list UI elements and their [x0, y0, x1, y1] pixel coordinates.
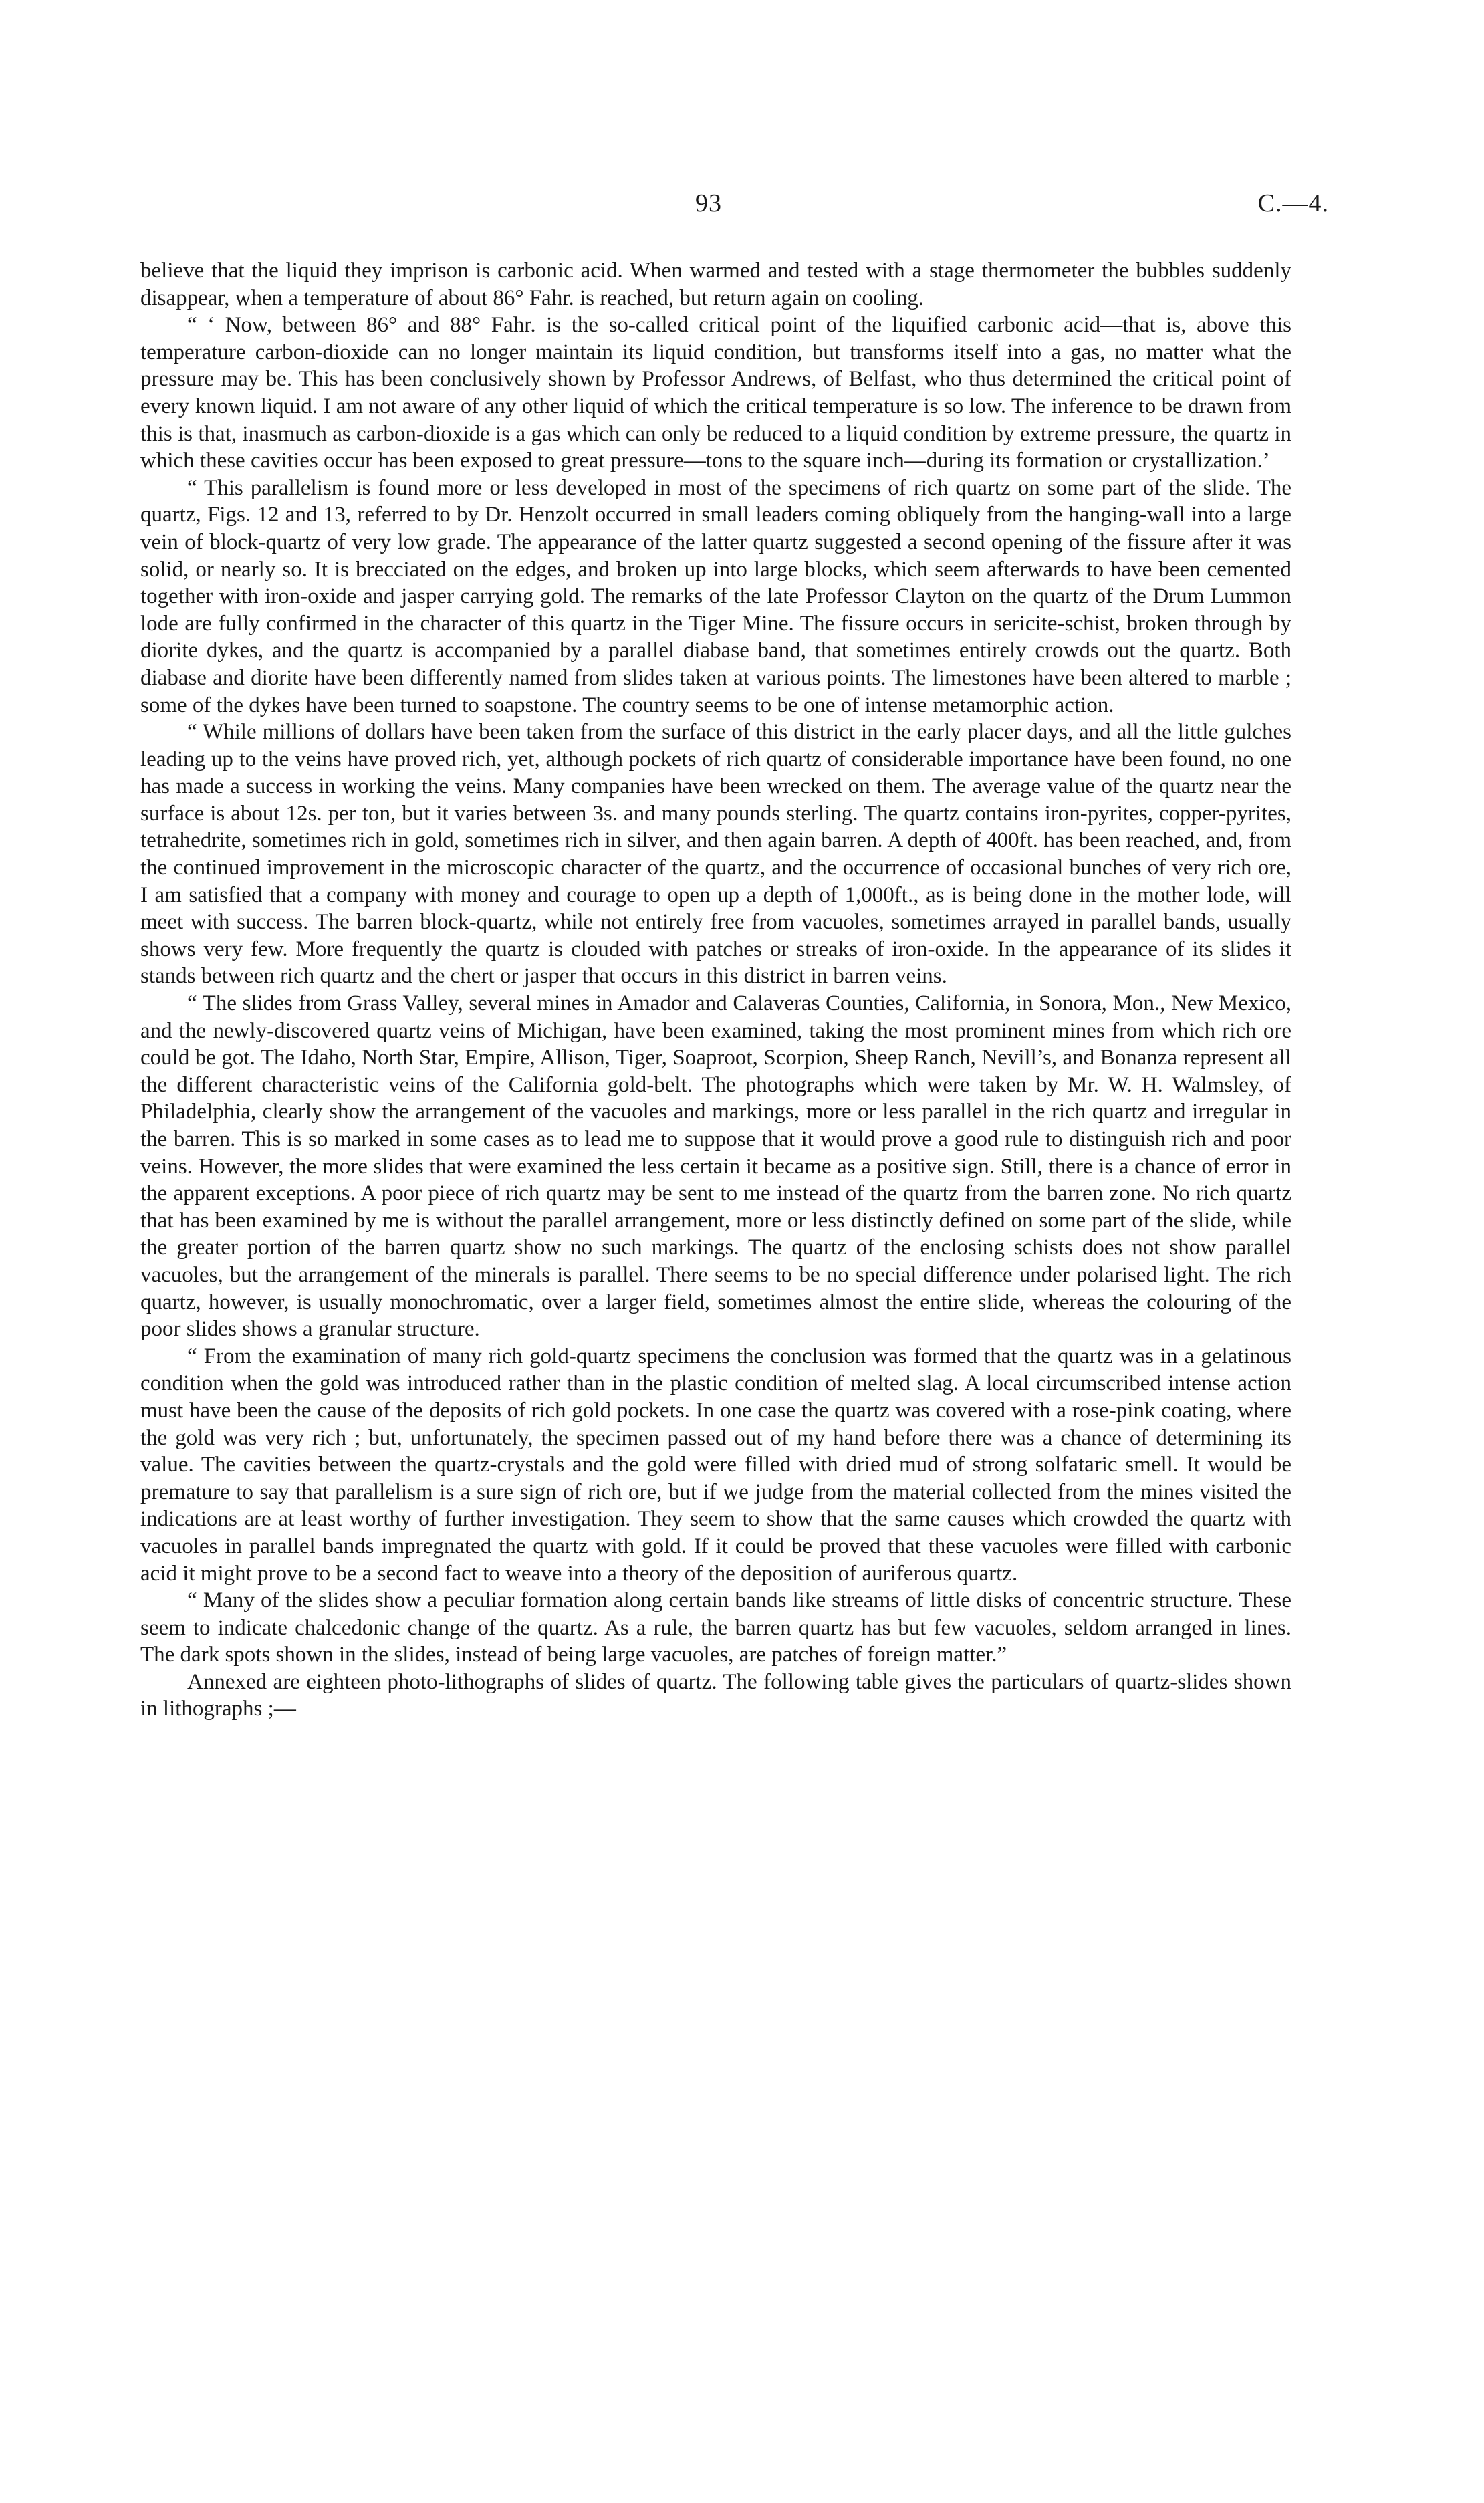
page-number: 93	[695, 189, 722, 217]
paragraph-lithographs-intro: Annexed are eighteen photo-lithographs of slides of quartz. The following table gives the particulars of quartz-slides shown in lithographs ;—	[140, 1669, 1291, 1721]
document-reference: C.—4.	[1257, 189, 1329, 217]
paragraph-grass-valley-slides: “ The slides from Grass Valley, several mines in Amador and Calaveras Counties, California, in Sonora, Mon., New Mexico, and the newly-discovered quartz veins of Michigan, have been examined, taking the most prominent mines from which rich ore could be got. The Idaho, North Star, Empire, Allison, Tiger, Soaproot, Scorpion, Sheep Ranch, Nevill’s, and Bonanza represent all the different characteristic veins of the California gold-belt. The photographs which were taken by Mr. W. H. Walmsley, of Philadelphia, clearly show the arrangement of the vacuoles and markings, more or less parallel in the rich quartz and irregular in the barren. This is so marked in some cases as to lead me to suppose that it would prove a good rule to distinguish rich and poor veins. However, the more slides that were examined the less certain it became as a positive sign. Still, there is a chance of error in the apparent exceptions. A poor piece of rich quartz may be sent to me instead of the quartz from the barren zone. No rich quartz that has been examined by me is without the parallel arrangement, more or less distinctly defined on some part of the slide, while the greater portion of the barren quartz show no such markings. The quartz of the enclosing schists does not show parallel vacuoles, but the arrangement of the minerals is parallel. There seems to be no special difference under polarised light. The rich quartz, however, is usually monochromatic, over a larger field, sometimes almost the entire slide, whereas the colouring of the poor slides shows a granular structure.	[140, 991, 1291, 1342]
paragraph-parallelism: “ This parallelism is found more or less developed in most of the specimens of rich quartz on some part of the slide. The quartz, Figs. 12 and 13, referred to by Dr. Henzolt occurred in small leaders coming obliquely from the hanging-wall into a large vein of block-quartz of very low grade. The appearance of the latter quartz suggested a second opening of the fissure after it was solid, or nearly so. It is brecciated on the edges, and broken up into large blocks, which seem afterwards to have been cemented together with iron-oxide and jasper carrying gold. The remarks of the late Professor Clayton on the quartz of the Drum Lummon lode are fully confirmed in the character of this quartz in the Tiger Mine. The fissure occurs in sericite-schist, broken through by diorite dykes, and the quartz is accompanied by a parallel diabase band, that sometimes entirely crowds out the quartz. Both diabase and diorite have been differently named from slides taken at various points. The limestones have been altered to marble ; some of the dykes have been turned to soapstone. The country seems to be one of intense metamorphic action.	[140, 475, 1291, 717]
paragraph-continuation: believe that the liquid they imprison is carbonic acid. When warmed and tested with a stage thermometer the bubbles suddenly disappear, when a temperature of about 86° Fahr. is reached, but return again on cooling.	[140, 259, 1291, 310]
page-header	[0, 189, 1484, 229]
paragraph-district-mining: “ While millions of dollars have been taken from the surface of this district in the early placer days, and all the little gulches leading up to the veins have proved rich, yet, although pockets of rich quartz of considerable importance have been found, no one has made a success in working the veins. Many companies have been wrecked on them. The average value of the quartz near the surface is about 12s. per ton, but it varies between 3s. and many pounds sterling. The quartz contains iron-pyrites, copper-pyrites, tetrahedrite, sometimes rich in gold, sometimes rich in silver, and then again barren. A depth of 400ft. has been reached, and, from the continued improvement in the microscopic character of the quartz, and the occurrence of occasional bunches of very rich ore, I am satisfied that a company with money and courage to open up a depth of 1,000ft., as is being done in the mother lode, will meet with success. The barren block-quartz, while not entirely free from vacuoles, sometimes arrayed in parallel bands, usually shows very few. More frequently the quartz is clouded with patches or streaks of iron-oxide. In the appearance of its slides it stands between rich quartz and the chert or jasper that occurs in this district in barren veins.	[140, 720, 1291, 989]
body-text	[140, 257, 1291, 1723]
paragraph-gelatinous-condition: “ From the examination of many rich gold-quartz specimens the conclusion was formed that the quartz was in a gelatinous condition when the gold was introduced rather than in the plastic condition of melted slag. A local circumscribed intense action must have been the cause of the deposits of rich gold pockets. In one case the quartz was covered with a rose-pink coating, where the gold was very rich ; but, unfortunately, the specimen passed out of my hand before there was a chance of determining its value. The cavities between the quartz-crystals and the gold were filled with dried mud of strong solfataric smell. It would be premature to say that parallelism is a sure sign of rich ore, but if we judge from the material collected from the mines visited the indications are at least worthy of further investigation. They seem to show that the same causes which crowded the quartz with vacuoles in parallel bands impregnated the quartz with gold. If it could be proved that these vacuoles were filled with carbonic acid it might prove to be a second fact to weave into a theory of the deposition of auriferous quartz.	[140, 1344, 1291, 1586]
paragraph-concentric-disks: “ Many of the slides show a peculiar formation along certain bands like streams of little disks of concentric structure. These seem to indicate chalcedonic change of the quartz. As a rule, the barren quartz has but few vacuoles, seldom arranged in lines. The dark spots shown in the slides, instead of being large vacuoles, are patches of foreign matter.”	[140, 1588, 1291, 1667]
paragraph-critical-point-quote: “ ‘ Now, between 86° and 88° Fahr. is the so-called critical point of the liquified carbonic acid—that is, above this temperature carbon-dioxide can no longer maintain its liquid condition, but transforms itself into a gas, no matter what the pressure may be. This has been conclusively shown by Professor Andrews, of Belfast, who thus determined the critical point of every known liquid. I am not aware of any other liquid of which the critical temperature is so low. The inference to be drawn from this is that, inasmuch as carbon-dioxide is a gas which can only be reduced to a liquid condition by extreme pressure, the quartz in which these cavities occur has been exposed to great pressure—tons to the square inch—during its formation or crystallization.’	[140, 313, 1291, 473]
